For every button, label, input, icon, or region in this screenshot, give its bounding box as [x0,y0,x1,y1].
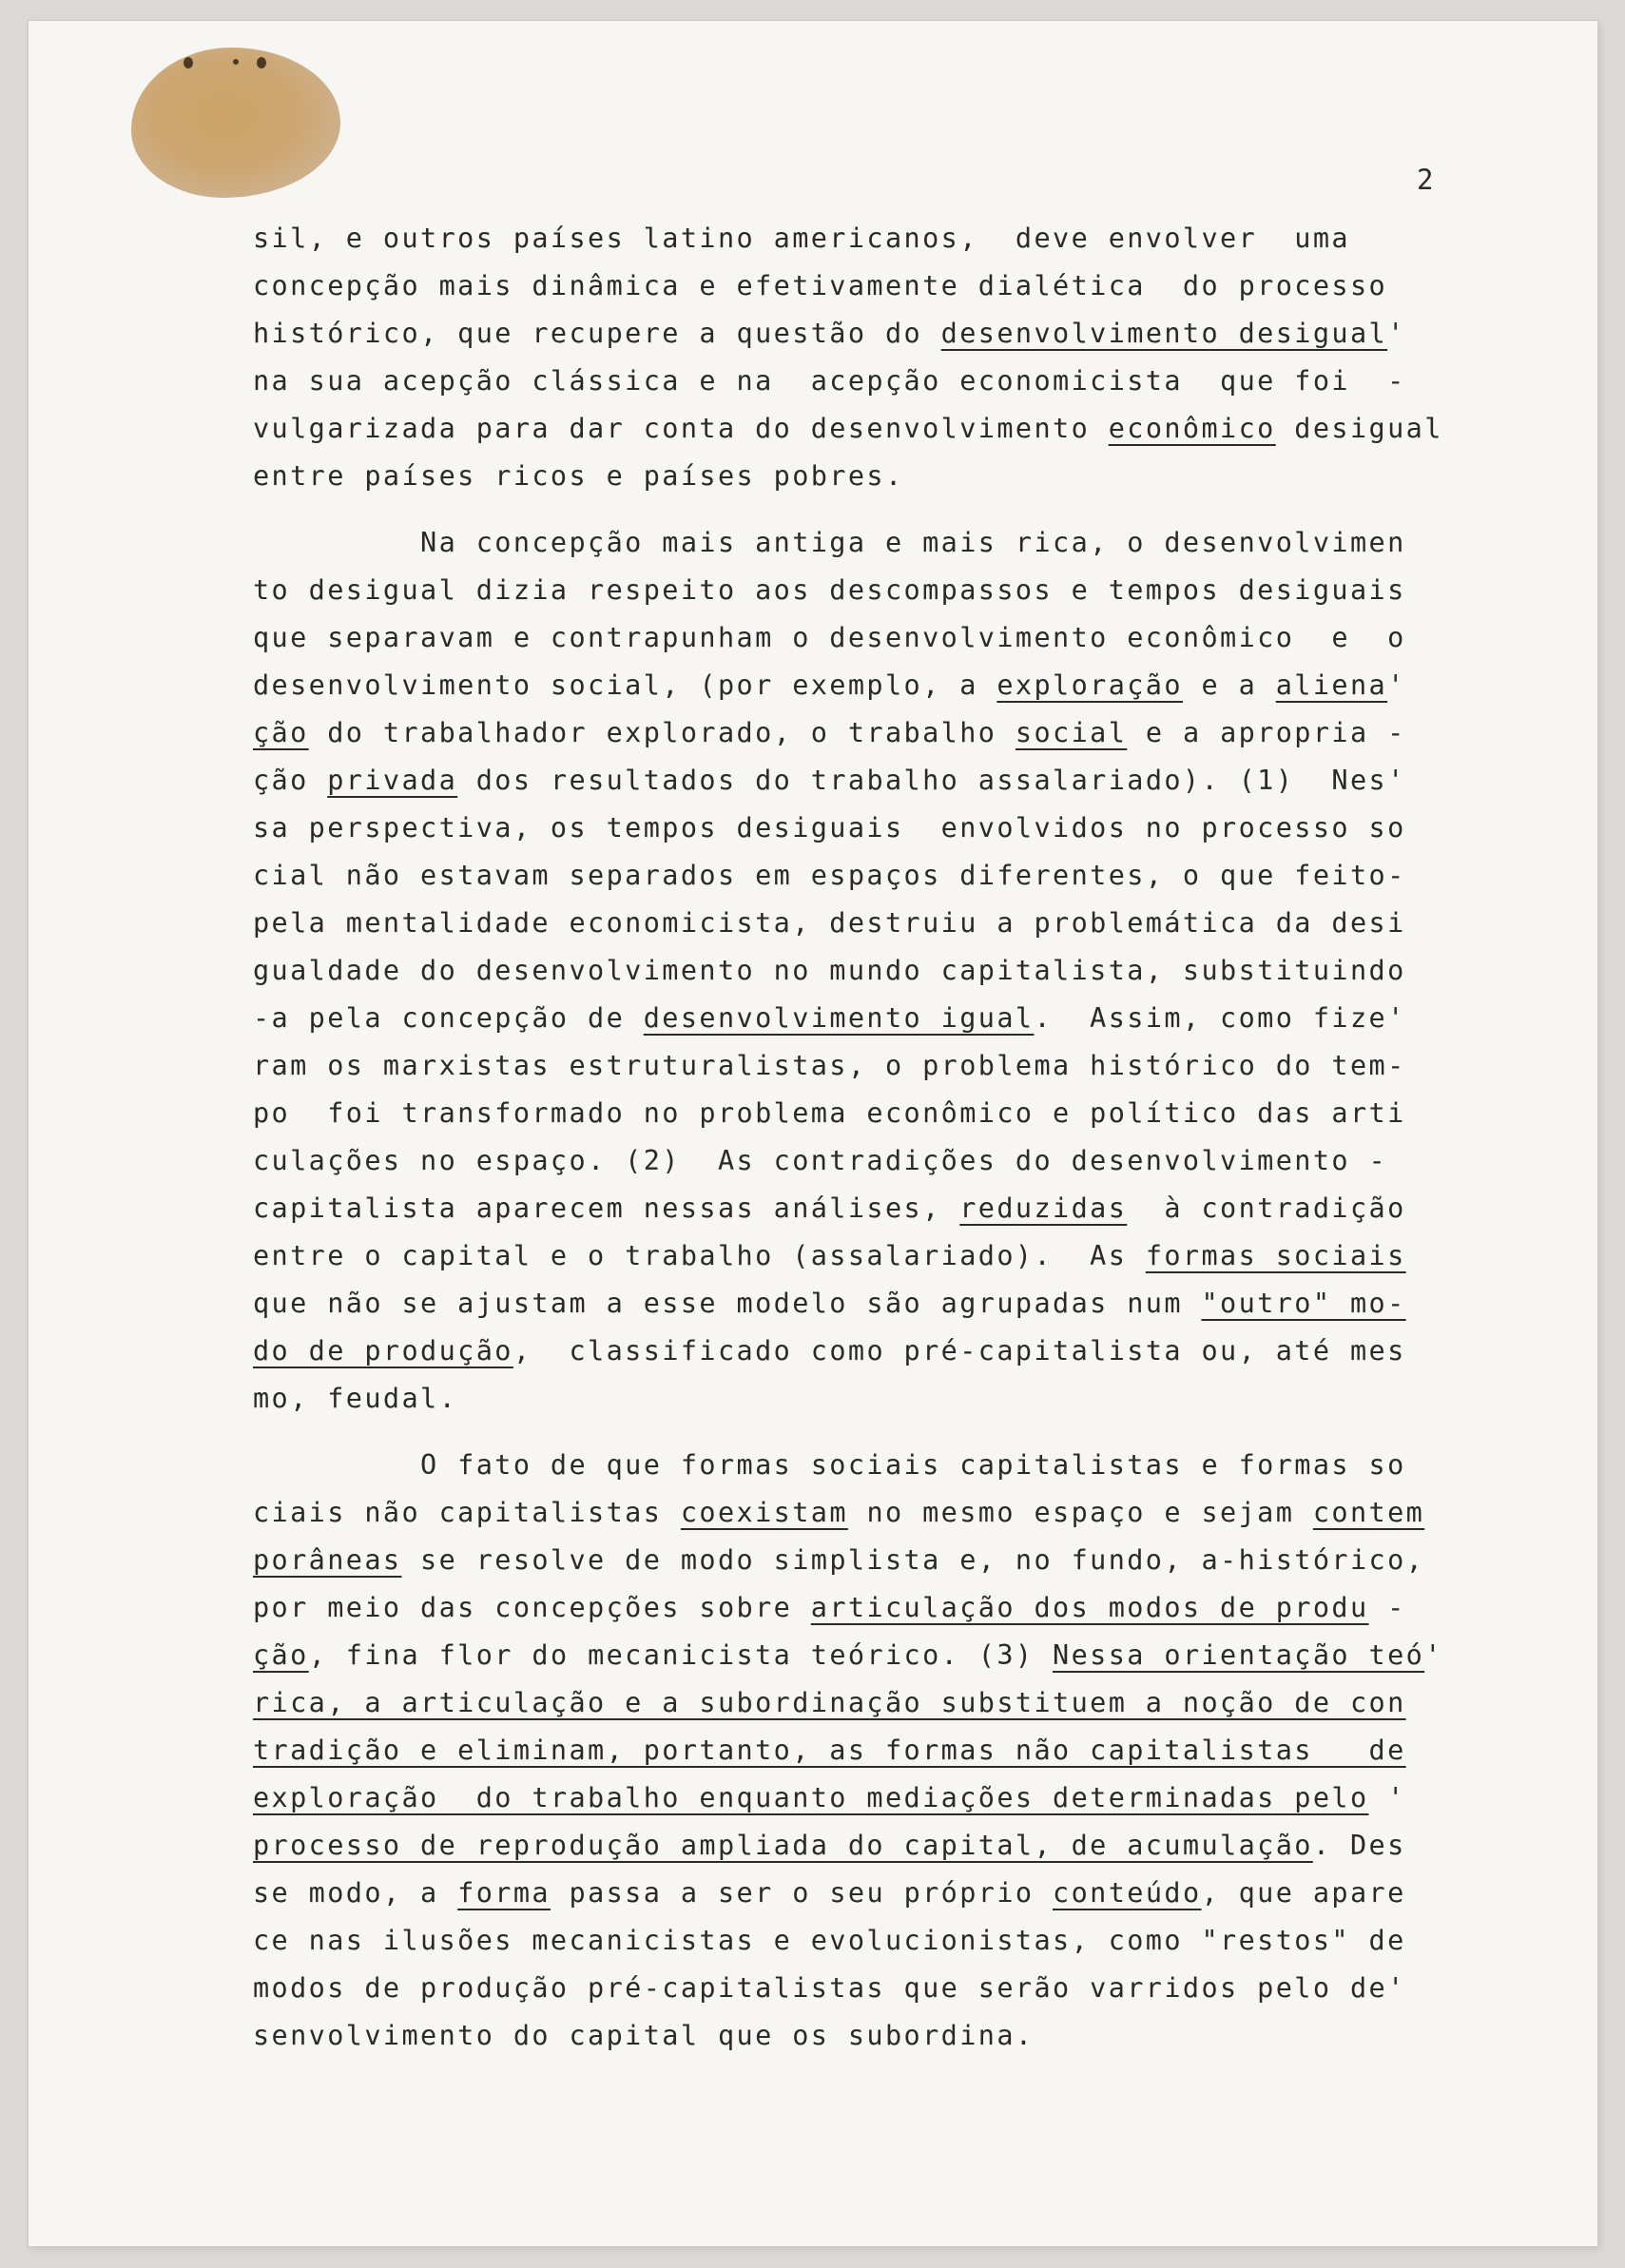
underlined-text: social [1015,717,1128,748]
text-segment: e a apropria - [1127,717,1406,748]
text-line [253,1537,1441,1584]
text-segment: que separavam e contrapunham o desenvolvimento econômico e o [253,622,1406,653]
underlined-text: privada [327,765,458,796]
text-line [253,1965,1441,2012]
text-segment: ciais não capitalistas [253,1497,681,1528]
text-line [253,1679,1441,1727]
text-segment: entre países ricos e países pobres. [253,460,904,492]
staple-hole [233,59,239,65]
text-segment: to desigual dizia respeito aos descompassos e tempos desiguais [253,574,1406,606]
text-line [253,453,1441,500]
text-segment: ' [1387,669,1406,701]
text-line [253,1917,1441,1965]
text-line [253,1822,1441,1870]
text-segment: capitalista aparecem nessas análises, [253,1192,960,1224]
text-segment: ram os marxistas estruturalistas, o problema histórico do tem- [253,1050,1406,1081]
text-segment: senvolvimento do capital que os subordina. [253,2020,1035,2051]
text-segment: entre o capital e o trabalho (assalariado). As [253,1240,1146,1271]
text-line [253,662,1441,709]
text-line [253,1185,1441,1232]
page-number: 2 [1417,164,1434,196]
text-segment: ce nas ilusões mecanicistas e evolucionistas, como "restos" de [253,1925,1406,1956]
text-segment: ' [1368,1782,1406,1813]
text-segment: por meio das concepções sobre [253,1592,811,1623]
text-segment: mo, feudal. [253,1383,458,1414]
underlined-text: porâneas [253,1544,402,1576]
underlined-text: coexistam [680,1497,848,1528]
text-segment: po foi transformado no problema econômico e político das arti [253,1097,1406,1129]
text-line [253,2012,1441,2060]
underlined-text: tradição e eliminam, portanto, as formas não capitalistas de [253,1735,1406,1766]
body-text [253,215,1441,2060]
text-segment: no mesmo espaço e sejam [847,1497,1313,1528]
text-line [253,1774,1441,1822]
underlined-text: rica, a articulação e a subordinação substituem a noção de con [253,1687,1406,1718]
text-segment: pela mentalidade economicista, destruiu a problemática da desi [253,907,1406,939]
text-segment: à contradição [1127,1192,1406,1224]
paragraph [253,1442,1441,2060]
underlined-text: Nessa orientação teó [1053,1639,1425,1671]
underlined-text: desenvolvimento desigual [940,318,1388,349]
staple-hole [184,57,193,68]
text-segment: desigual [1275,413,1443,444]
text-line [253,1090,1441,1137]
text-segment: ' [1387,318,1406,349]
paragraph-gap [253,1423,1441,1442]
text-segment: , classificado como pré-capitalista ou, até mes [513,1335,1406,1367]
text-line [253,1870,1441,1917]
text-line [253,757,1441,804]
text-line [253,262,1441,310]
text-line [253,1442,1441,1489]
staple-hole [257,57,266,68]
text-segment: ' [1424,1639,1443,1671]
text-line [253,519,1441,567]
text-segment: . Des [1312,1830,1406,1861]
text-segment: do trabalhador explorado, o trabalho [308,717,1016,748]
text-segment: concepção mais dinâmica e efetivamente dialética do processo [253,270,1388,301]
underlined-text: exploração do trabalho enquanto mediações determinadas pelo [253,1782,1369,1813]
text-line [253,1375,1441,1423]
text-line [253,310,1441,358]
coffee-stain [131,48,340,198]
text-segment: culações no espaço. (2) As contradições do desenvolvimento - [253,1145,1388,1176]
underlined-text: exploração [996,669,1183,701]
text-segment: , fina flor do mecanicista teórico. (3) [308,1639,1054,1671]
underlined-text: formas sociais [1145,1240,1406,1271]
text-line [253,1489,1441,1537]
text-segment: -a pela concepção de [253,1002,644,1034]
text-line [253,1328,1441,1375]
underlined-text: desenvolvimento igual [643,1002,1035,1034]
underlined-text: reduzidas [959,1192,1128,1224]
underlined-text: ção [253,1639,309,1671]
text-segment: que não se ajustam a esse modelo são agrupadas num [253,1288,1202,1319]
underlined-text: forma [457,1877,551,1909]
text-line [253,614,1441,662]
text-line [253,1232,1441,1280]
paragraph-gap [253,500,1441,519]
text-segment: O fato de que formas sociais capitalistas e formas so [253,1449,1406,1481]
underlined-text: aliena [1275,669,1388,701]
text-line [253,947,1441,995]
underlined-text: processo de reprodução ampliada do capital, de acumulação [253,1830,1313,1861]
underlined-text: do de produção [253,1335,513,1367]
text-line [253,215,1441,262]
text-line [253,1727,1441,1774]
text-line [253,567,1441,614]
text-segment: na sua acepção clássica e na acepção economicista que foi - [253,365,1406,397]
underlined-text: contem [1312,1497,1425,1528]
text-segment: passa a ser o seu próprio [550,1877,1054,1909]
text-line [253,995,1441,1042]
text-segment: dos resultados do trabalho assalariado). (1) Nes' [457,765,1406,796]
text-segment: sa perspectiva, os tempos desiguais envolvidos no processo so [253,812,1406,843]
text-line [253,358,1441,405]
text-segment: cial não estavam separados em espaços diferentes, o que feito- [253,860,1406,891]
text-segment: desenvolvimento social, (por exemplo, a [253,669,997,701]
text-segment: vulgarizada para dar conta do desenvolvimento [253,413,1109,444]
text-segment: e a [1182,669,1276,701]
underlined-text: "outro" mo- [1201,1288,1406,1319]
text-segment: Na concepção mais antiga e mais rica, o desenvolvimen [253,527,1406,558]
text-line [253,852,1441,900]
paragraph [253,215,1441,500]
text-line [253,1584,1441,1632]
text-segment: se resolve de modo simplista e, no fundo, a-histórico, [401,1544,1425,1576]
text-segment: . Assim, como fize' [1034,1002,1406,1034]
text-segment: ção [253,765,328,796]
underlined-text: ção [253,717,309,748]
text-segment: modos de produção pré-capitalistas que serão varridos pelo de' [253,1972,1406,2004]
text-segment: - [1368,1592,1406,1623]
text-line [253,804,1441,852]
underlined-text: conteúdo [1053,1877,1202,1909]
paragraph [253,519,1441,1423]
text-line [253,405,1441,453]
text-line [253,1042,1441,1090]
text-segment: se modo, a [253,1877,458,1909]
text-line [253,709,1441,757]
text-segment: sil, e outros países latino americanos, deve envolver uma [253,223,1350,254]
text-segment: , que apare [1201,1877,1406,1909]
underlined-text: econômico [1108,413,1276,444]
text-line [253,900,1441,947]
text-segment: gualdade do desenvolvimento no mundo capitalista, substituindo [253,955,1406,986]
text-line [253,1632,1441,1679]
text-line [253,1137,1441,1185]
underlined-text: articulação dos modos de produ [810,1592,1369,1623]
text-segment: histórico, que recupere a questão do [253,318,941,349]
text-line [253,1280,1441,1328]
